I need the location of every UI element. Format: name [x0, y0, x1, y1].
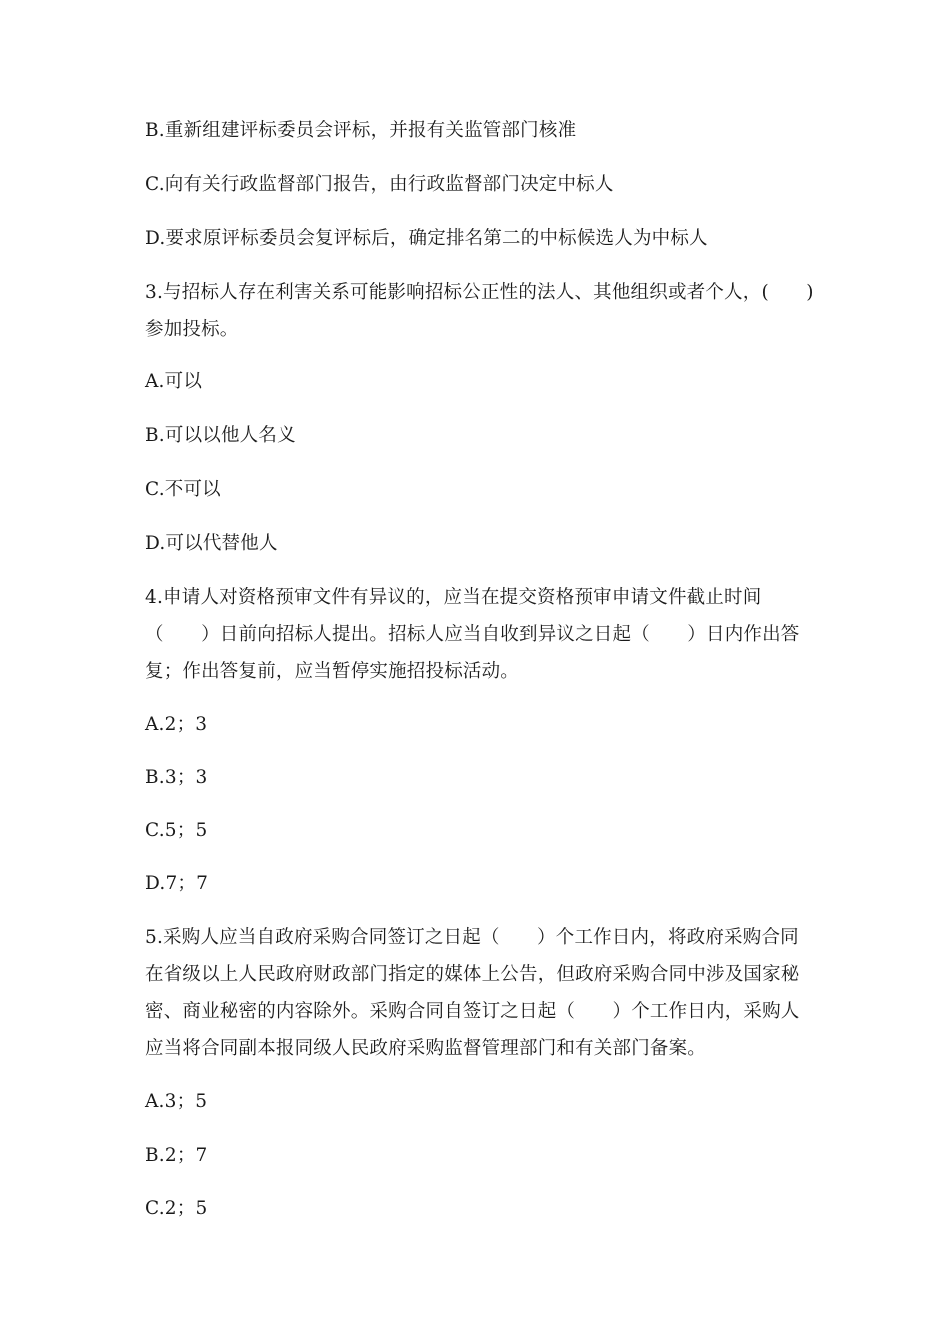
q5-option-c: C.2；5: [145, 1198, 208, 1219]
q3-stem-line-2: 参加投标。: [145, 319, 239, 340]
q5-stem-line-4: 应当将合同副本报同级人民政府采购监督管理部门和有关部门备案。: [145, 1038, 707, 1059]
q4-stem-line-1: 4.申请人对资格预审文件有异议的，应当在提交资格预审申请文件截止时间: [145, 587, 762, 608]
q5-stem-line-1: 5.采购人应当自政府采购合同签订之日起（ ）个工作日内，将政府采购合同: [145, 927, 799, 948]
q3-stem-line-1: 3.与招标人存在利害关系可能影响招标公正性的法人、其他组织或者个人，( ): [145, 282, 814, 303]
q4-option-b: B.3；3: [145, 767, 208, 788]
q3-option-c: C.不可以: [145, 479, 221, 500]
q2-option-c: C.向有关行政监督部门报告，由行政监督部门决定中标人: [145, 174, 614, 195]
q5-option-a: A.3；5: [145, 1091, 208, 1112]
q4-option-d: D.7；7: [145, 873, 209, 894]
q2-option-d: D.要求原评标委员会复评标后，确定排名第二的中标候选人为中标人: [145, 228, 708, 249]
q3-option-d: D.可以代替他人: [145, 533, 278, 554]
q4-stem-line-3: 复；作出答复前，应当暂停实施招投标活动。: [145, 661, 520, 682]
q5-stem-line-3: 密、商业秘密的内容除外。采购合同自签订之日起（ ）个工作日内，采购人: [145, 1001, 800, 1022]
q3-option-a: A.可以: [145, 371, 203, 392]
q4-option-c: C.5；5: [145, 820, 208, 841]
q4-option-a: A.2；3: [145, 714, 208, 735]
q5-option-b: B.2；7: [145, 1145, 208, 1166]
q5-stem-line-2: 在省级以上人民政府财政部门指定的媒体上公告，但政府采购合同中涉及国家秘: [145, 964, 800, 985]
q4-stem-line-2: （ ）日前向招标人提出。招标人应当自收到异议之日起（ ）日内作出答: [145, 624, 800, 645]
q3-option-b: B.可以以他人名义: [145, 425, 296, 446]
q2-option-b: B.重新组建评标委员会评标，并报有关监管部门核准: [145, 120, 577, 141]
